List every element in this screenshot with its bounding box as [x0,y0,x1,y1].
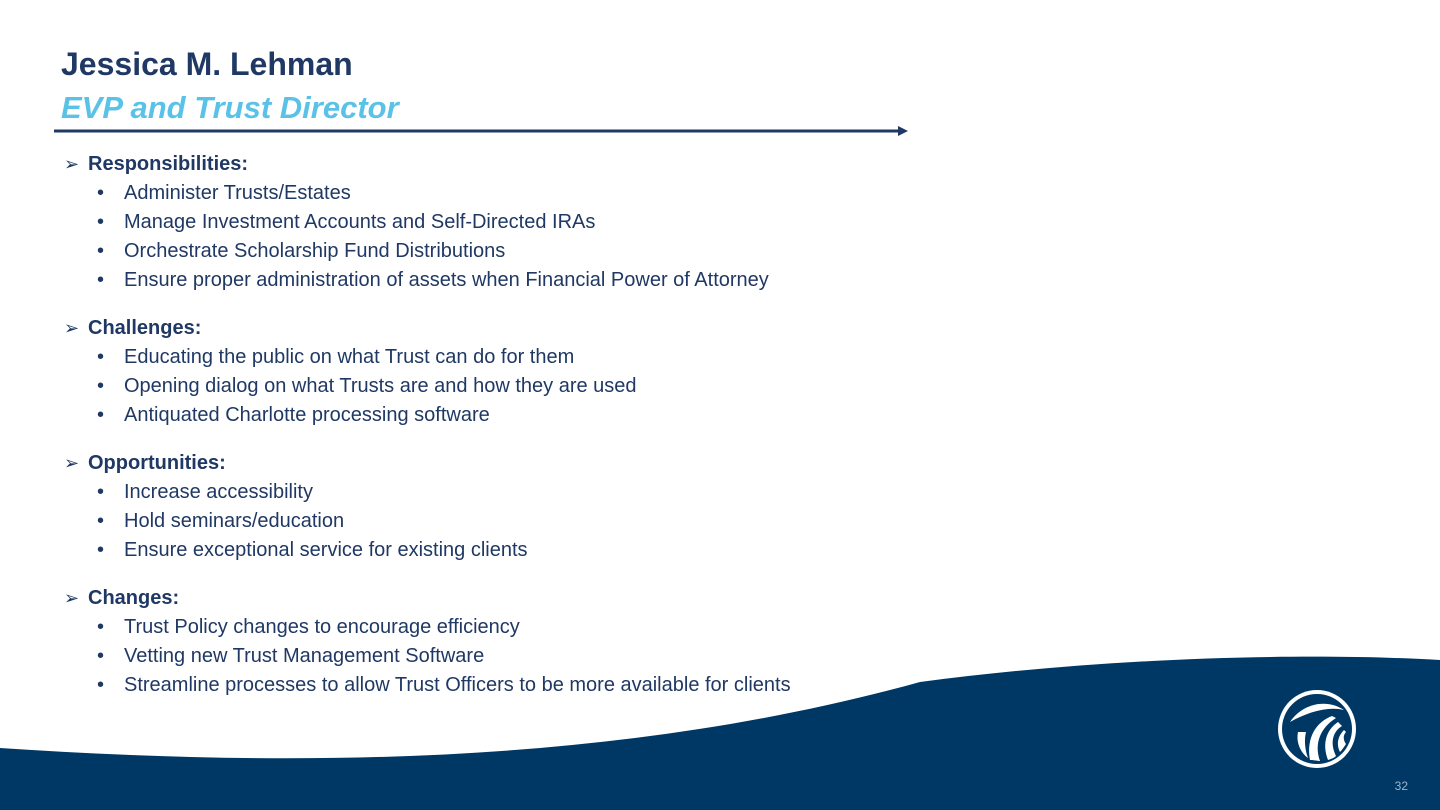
bullet-dot-icon: • [97,616,105,638]
arrowhead-bullet-icon: ➢ [64,153,80,174]
section-changes [64,583,944,700]
bullet-dot-icon: • [97,240,105,262]
bullet-dot-icon: • [97,182,105,204]
list-item: • Antiquated Charlotte processing software [64,401,944,430]
list-item: • Opening dialog on what Trusts are and how they are used [64,372,944,401]
list-item: • Administer Trusts/Estates [64,179,944,208]
page-title: Jessica M. Lehman [61,46,353,82]
bullet-dot-icon: • [97,346,105,368]
bullet-dot-icon: • [97,510,105,532]
list-item: • Streamline processes to allow Trust Officers to be more available for clients [64,671,944,700]
bullet-dot-icon: • [97,645,105,667]
page-subtitle: EVP and Trust Director [61,90,399,125]
arrowhead-bullet-icon: ➢ [64,587,80,608]
section-heading: Challenges: [88,316,202,339]
list-item: • Trust Policy changes to encourage efficiency [64,613,944,642]
section-opportunities [64,448,944,565]
list-item: • Educating the public on what Trust can do for them [64,343,944,372]
section-heading: Changes: [88,586,180,609]
bullet-dot-icon: • [97,404,105,426]
list-item: • Manage Investment Accounts and Self-Directed IRAs [64,208,944,237]
list-item: • Hold seminars/education [64,507,944,536]
bullet-dot-icon: • [97,674,105,696]
section-challenges [64,313,944,430]
content-area [64,149,944,718]
bullet-dot-icon: • [97,539,105,561]
list-item: • Ensure proper administration of assets when Financial Power of Attorney [64,266,944,295]
list-item: • Orchestrate Scholarship Fund Distributions [64,237,944,266]
section-heading: Responsibilities: [88,152,249,175]
arrowhead-bullet-icon: ➢ [64,317,80,338]
bank-logo-icon [1276,688,1358,770]
page-number: 32 [1394,779,1408,793]
title-underline-arrow [54,124,914,138]
list-item: • Increase accessibility [64,478,944,507]
bullet-dot-icon: • [97,375,105,397]
bullet-dot-icon: • [97,269,105,291]
list-item: • Vetting new Trust Management Software [64,642,944,671]
section-responsibilities [64,149,944,295]
arrowhead-bullet-icon: ➢ [64,452,80,473]
bullet-dot-icon: • [97,481,105,503]
bullet-dot-icon: • [97,211,105,233]
section-heading: Opportunities: [88,451,226,474]
list-item: • Ensure exceptional service for existing clients [64,536,944,565]
